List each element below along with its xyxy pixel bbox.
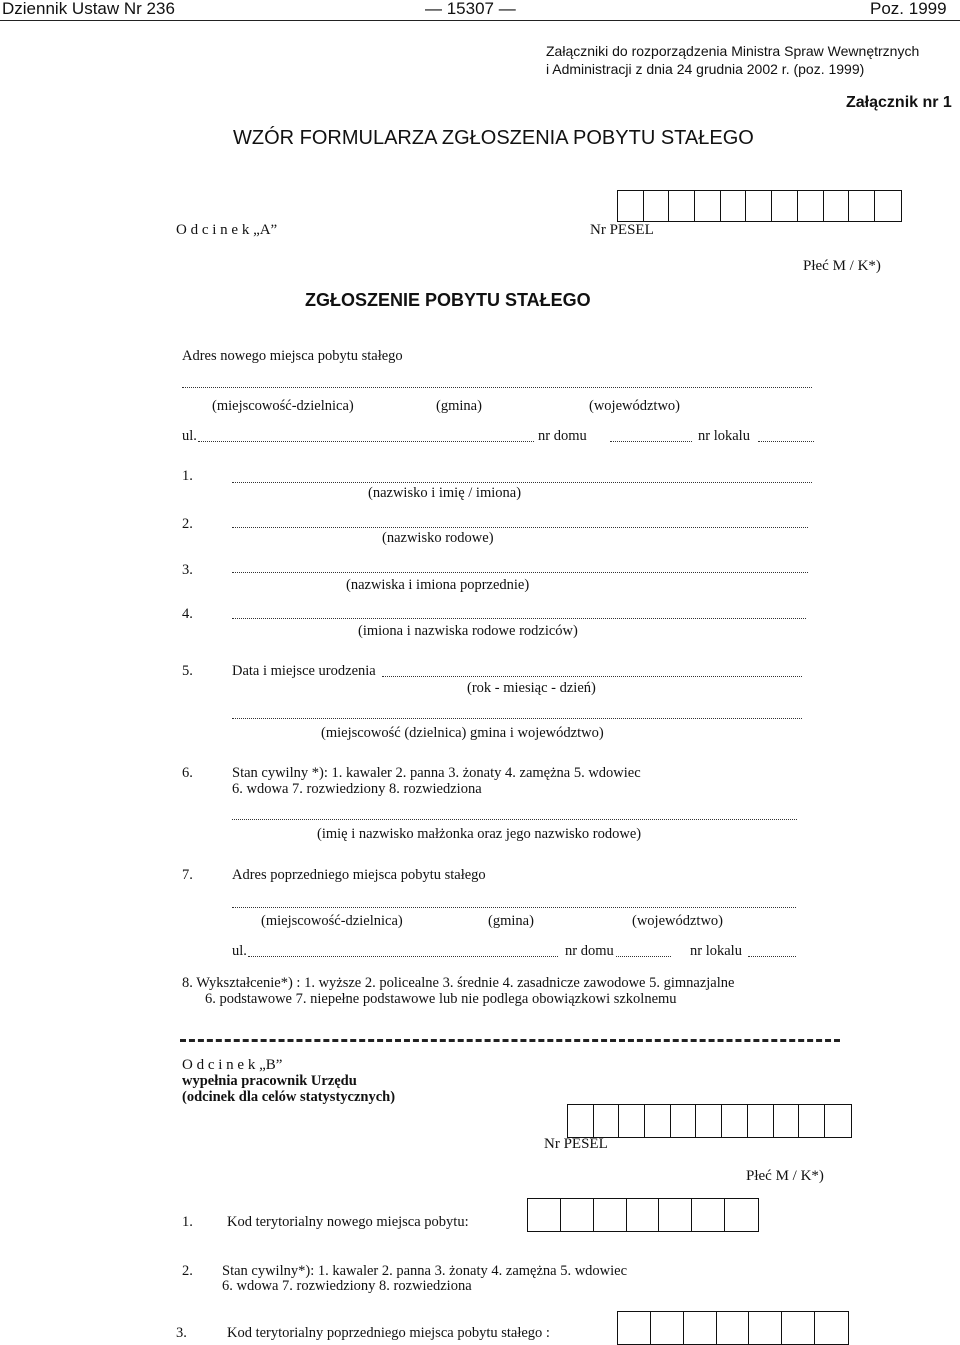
section-b-sub2: (odcinek dla celów statystycznych) xyxy=(182,1089,396,1105)
pesel-boxes-a[interactable] xyxy=(617,190,902,222)
pesel-cell[interactable] xyxy=(746,191,772,221)
pesel-label-a: Nr PESEL xyxy=(590,222,654,238)
previous-territorial-code-label: Kod terytorialny poprzedniego miejsca pobytu stałego : xyxy=(227,1325,550,1341)
code-cell[interactable] xyxy=(561,1199,594,1231)
pesel-cell[interactable] xyxy=(645,1105,671,1137)
birth-date-input[interactable] xyxy=(382,676,802,677)
b-item-1-number: 1. xyxy=(182,1214,193,1230)
item-4-number: 4. xyxy=(182,606,193,622)
pesel-cell[interactable] xyxy=(825,1105,851,1137)
b-item-3-number: 3. xyxy=(176,1325,187,1341)
gender-field-a[interactable]: Płeć M / K*) xyxy=(803,258,881,274)
education-options[interactable]: 8. Wykształcenie*) : 1. wyższe 2. policealne 3. średnie 4. zasadnicze zawodowe 5. gimnazjalne xyxy=(182,975,735,991)
prev-address-caption-voivodeship: (województwo) xyxy=(632,913,724,929)
item-4-caption: (imiona i nazwiska rodowe rodziców) xyxy=(358,623,578,639)
new-territorial-code-boxes[interactable] xyxy=(527,1198,759,1232)
code-cell[interactable] xyxy=(528,1199,561,1231)
marital-status-options[interactable]: Stan cywilny *): 1. kawaler 2. panna 3. żonaty 4. zamężna 5. wdowiec xyxy=(232,765,641,781)
pesel-cell[interactable] xyxy=(618,191,644,221)
section-a-label: O d c i n e k „A” xyxy=(176,222,278,238)
page-number: — 15307 — xyxy=(425,0,516,18)
form-title: WZÓR FORMULARZA ZGŁOSZENIA POBYTU STAŁEGO xyxy=(233,127,754,149)
annex-note-line2: i Administracji z dnia 24 grudnia 2002 r. (poz. 1999) xyxy=(546,61,865,77)
item-2-number: 2. xyxy=(182,516,193,532)
previous-address-line[interactable] xyxy=(232,907,796,908)
item-2-caption: (nazwisko rodowe) xyxy=(382,530,494,546)
previous-territorial-code-boxes[interactable] xyxy=(617,1311,849,1345)
pesel-cell[interactable] xyxy=(722,1105,748,1137)
birth-label: Data i miejsce urodzenia xyxy=(232,663,376,679)
annex-label: Załącznik nr 1 xyxy=(846,94,952,111)
previous-names-input[interactable] xyxy=(232,572,808,573)
birth-date-caption: (rok - miesiąc - dzień) xyxy=(467,680,596,696)
section-b-sub1: wypełnia pracownik Urzędu xyxy=(182,1073,357,1089)
item-1-number: 1. xyxy=(182,468,193,484)
parents-names-input[interactable] xyxy=(232,618,806,619)
pesel-label-b: Nr PESEL xyxy=(544,1136,608,1152)
flat-number-input[interactable] xyxy=(758,441,814,442)
pesel-cell[interactable] xyxy=(774,1105,800,1137)
prev-address-caption-gmina: (gmina) xyxy=(488,913,534,929)
prev-house-number-input[interactable] xyxy=(616,956,671,957)
pesel-cell[interactable] xyxy=(824,191,850,221)
street-label: ul. xyxy=(182,428,197,444)
header-rule xyxy=(0,20,960,21)
new-territorial-code-label: Kod terytorialny nowego miejsca pobytu: xyxy=(227,1214,469,1230)
section-b-label: O d c i n e k „B” xyxy=(182,1057,283,1073)
house-number-input[interactable] xyxy=(610,441,692,442)
pesel-cell[interactable] xyxy=(619,1105,645,1137)
spouse-name-input[interactable] xyxy=(232,819,797,820)
pesel-cell[interactable] xyxy=(799,1105,825,1137)
pesel-cell[interactable] xyxy=(875,191,901,221)
prev-street-input[interactable] xyxy=(248,956,558,957)
street-input[interactable] xyxy=(198,441,534,442)
annex-note-line1: Załączniki do rozporządzenia Ministra Spraw Wewnętrznych xyxy=(546,43,920,59)
section-a-heading: ZGŁOSZENIE POBYTU STAŁEGO xyxy=(305,290,591,310)
address-caption-gmina: (gmina) xyxy=(436,398,482,414)
pesel-cell[interactable] xyxy=(772,191,798,221)
prev-flat-number-label: nr lokalu xyxy=(690,943,742,959)
pesel-cell[interactable] xyxy=(644,191,670,221)
code-cell[interactable] xyxy=(782,1312,815,1344)
b-item-2-number: 2. xyxy=(182,1263,193,1279)
new-address-label: Adres nowego miejsca pobytu stałego xyxy=(182,348,403,364)
item-1-caption: (nazwisko i imię / imiona) xyxy=(368,485,522,501)
address-caption-voivodeship: (województwo) xyxy=(589,398,681,414)
pesel-cell[interactable] xyxy=(849,191,875,221)
b-marital-status-options[interactable]: Stan cywilny*): 1. kawaler 2. panna 3. żonaty 4. zamężna 5. wdowiec xyxy=(222,1263,628,1279)
pesel-cell[interactable] xyxy=(695,191,721,221)
pesel-boxes-b[interactable] xyxy=(567,1104,852,1138)
item-5-number: 5. xyxy=(182,663,193,679)
pesel-cell[interactable] xyxy=(671,1105,697,1137)
birth-place-caption: (miejscowość (dzielnica) gmina i województwo) xyxy=(321,725,604,741)
pesel-cell[interactable] xyxy=(748,1105,774,1137)
prev-street-label: ul. xyxy=(232,943,247,959)
prev-house-number-label: nr domu xyxy=(565,943,614,959)
code-cell[interactable] xyxy=(815,1312,848,1344)
code-cell[interactable] xyxy=(659,1199,692,1231)
marital-status-options-2[interactable]: 6. wdowa 7. rozwiedziony 8. rozwiedziona xyxy=(232,781,482,797)
house-number-label: nr domu xyxy=(538,428,587,444)
gender-field-b[interactable]: Płeć M / K*) xyxy=(746,1168,824,1184)
code-cell[interactable] xyxy=(627,1199,660,1231)
family-name-input[interactable] xyxy=(232,527,808,528)
pesel-cell[interactable] xyxy=(696,1105,722,1137)
previous-address-label: Adres poprzedniego miejsca pobytu stałego xyxy=(232,867,486,883)
item-3-number: 3. xyxy=(182,562,193,578)
address-caption-locality: (miejscowość-dzielnica) xyxy=(212,398,354,414)
b-marital-status-options-2[interactable]: 6. wdowa 7. rozwiedziony 8. rozwiedziona xyxy=(222,1278,472,1294)
education-options-2[interactable]: 6. podstawowe 7. niepełne podstawowe lub nie podlega obowiązkowi szkolnemu xyxy=(205,991,677,1007)
birth-place-input[interactable] xyxy=(232,718,802,719)
pesel-cell[interactable] xyxy=(669,191,695,221)
prev-flat-number-input[interactable] xyxy=(748,956,796,957)
item-3-caption: (nazwiska i imiona poprzednie) xyxy=(346,577,530,593)
spouse-caption: (imię i nazwisko małżonka oraz jego nazwisko rodowe) xyxy=(317,826,642,842)
position-number: Poz. 1999 xyxy=(870,0,947,18)
code-cell[interactable] xyxy=(651,1312,684,1344)
flat-number-label: nr lokalu xyxy=(698,428,750,444)
code-cell[interactable] xyxy=(684,1312,717,1344)
code-cell[interactable] xyxy=(618,1312,651,1344)
item-6-number: 6. xyxy=(182,765,193,781)
code-cell[interactable] xyxy=(717,1312,750,1344)
journal-title: Dziennik Ustaw Nr 236 xyxy=(2,0,175,18)
code-cell[interactable] xyxy=(725,1199,758,1231)
surname-name-input[interactable] xyxy=(232,482,812,483)
code-cell[interactable] xyxy=(692,1199,725,1231)
pesel-cell[interactable] xyxy=(798,191,824,221)
pesel-cell[interactable] xyxy=(721,191,747,221)
prev-address-caption-locality: (miejscowość-dzielnica) xyxy=(261,913,403,929)
code-cell[interactable] xyxy=(594,1199,627,1231)
pesel-cell[interactable] xyxy=(594,1105,620,1137)
cut-line xyxy=(180,1039,840,1042)
new-address-line[interactable] xyxy=(182,387,812,388)
pesel-cell[interactable] xyxy=(568,1105,594,1137)
code-cell[interactable] xyxy=(749,1312,782,1344)
item-7-number: 7. xyxy=(182,867,193,883)
